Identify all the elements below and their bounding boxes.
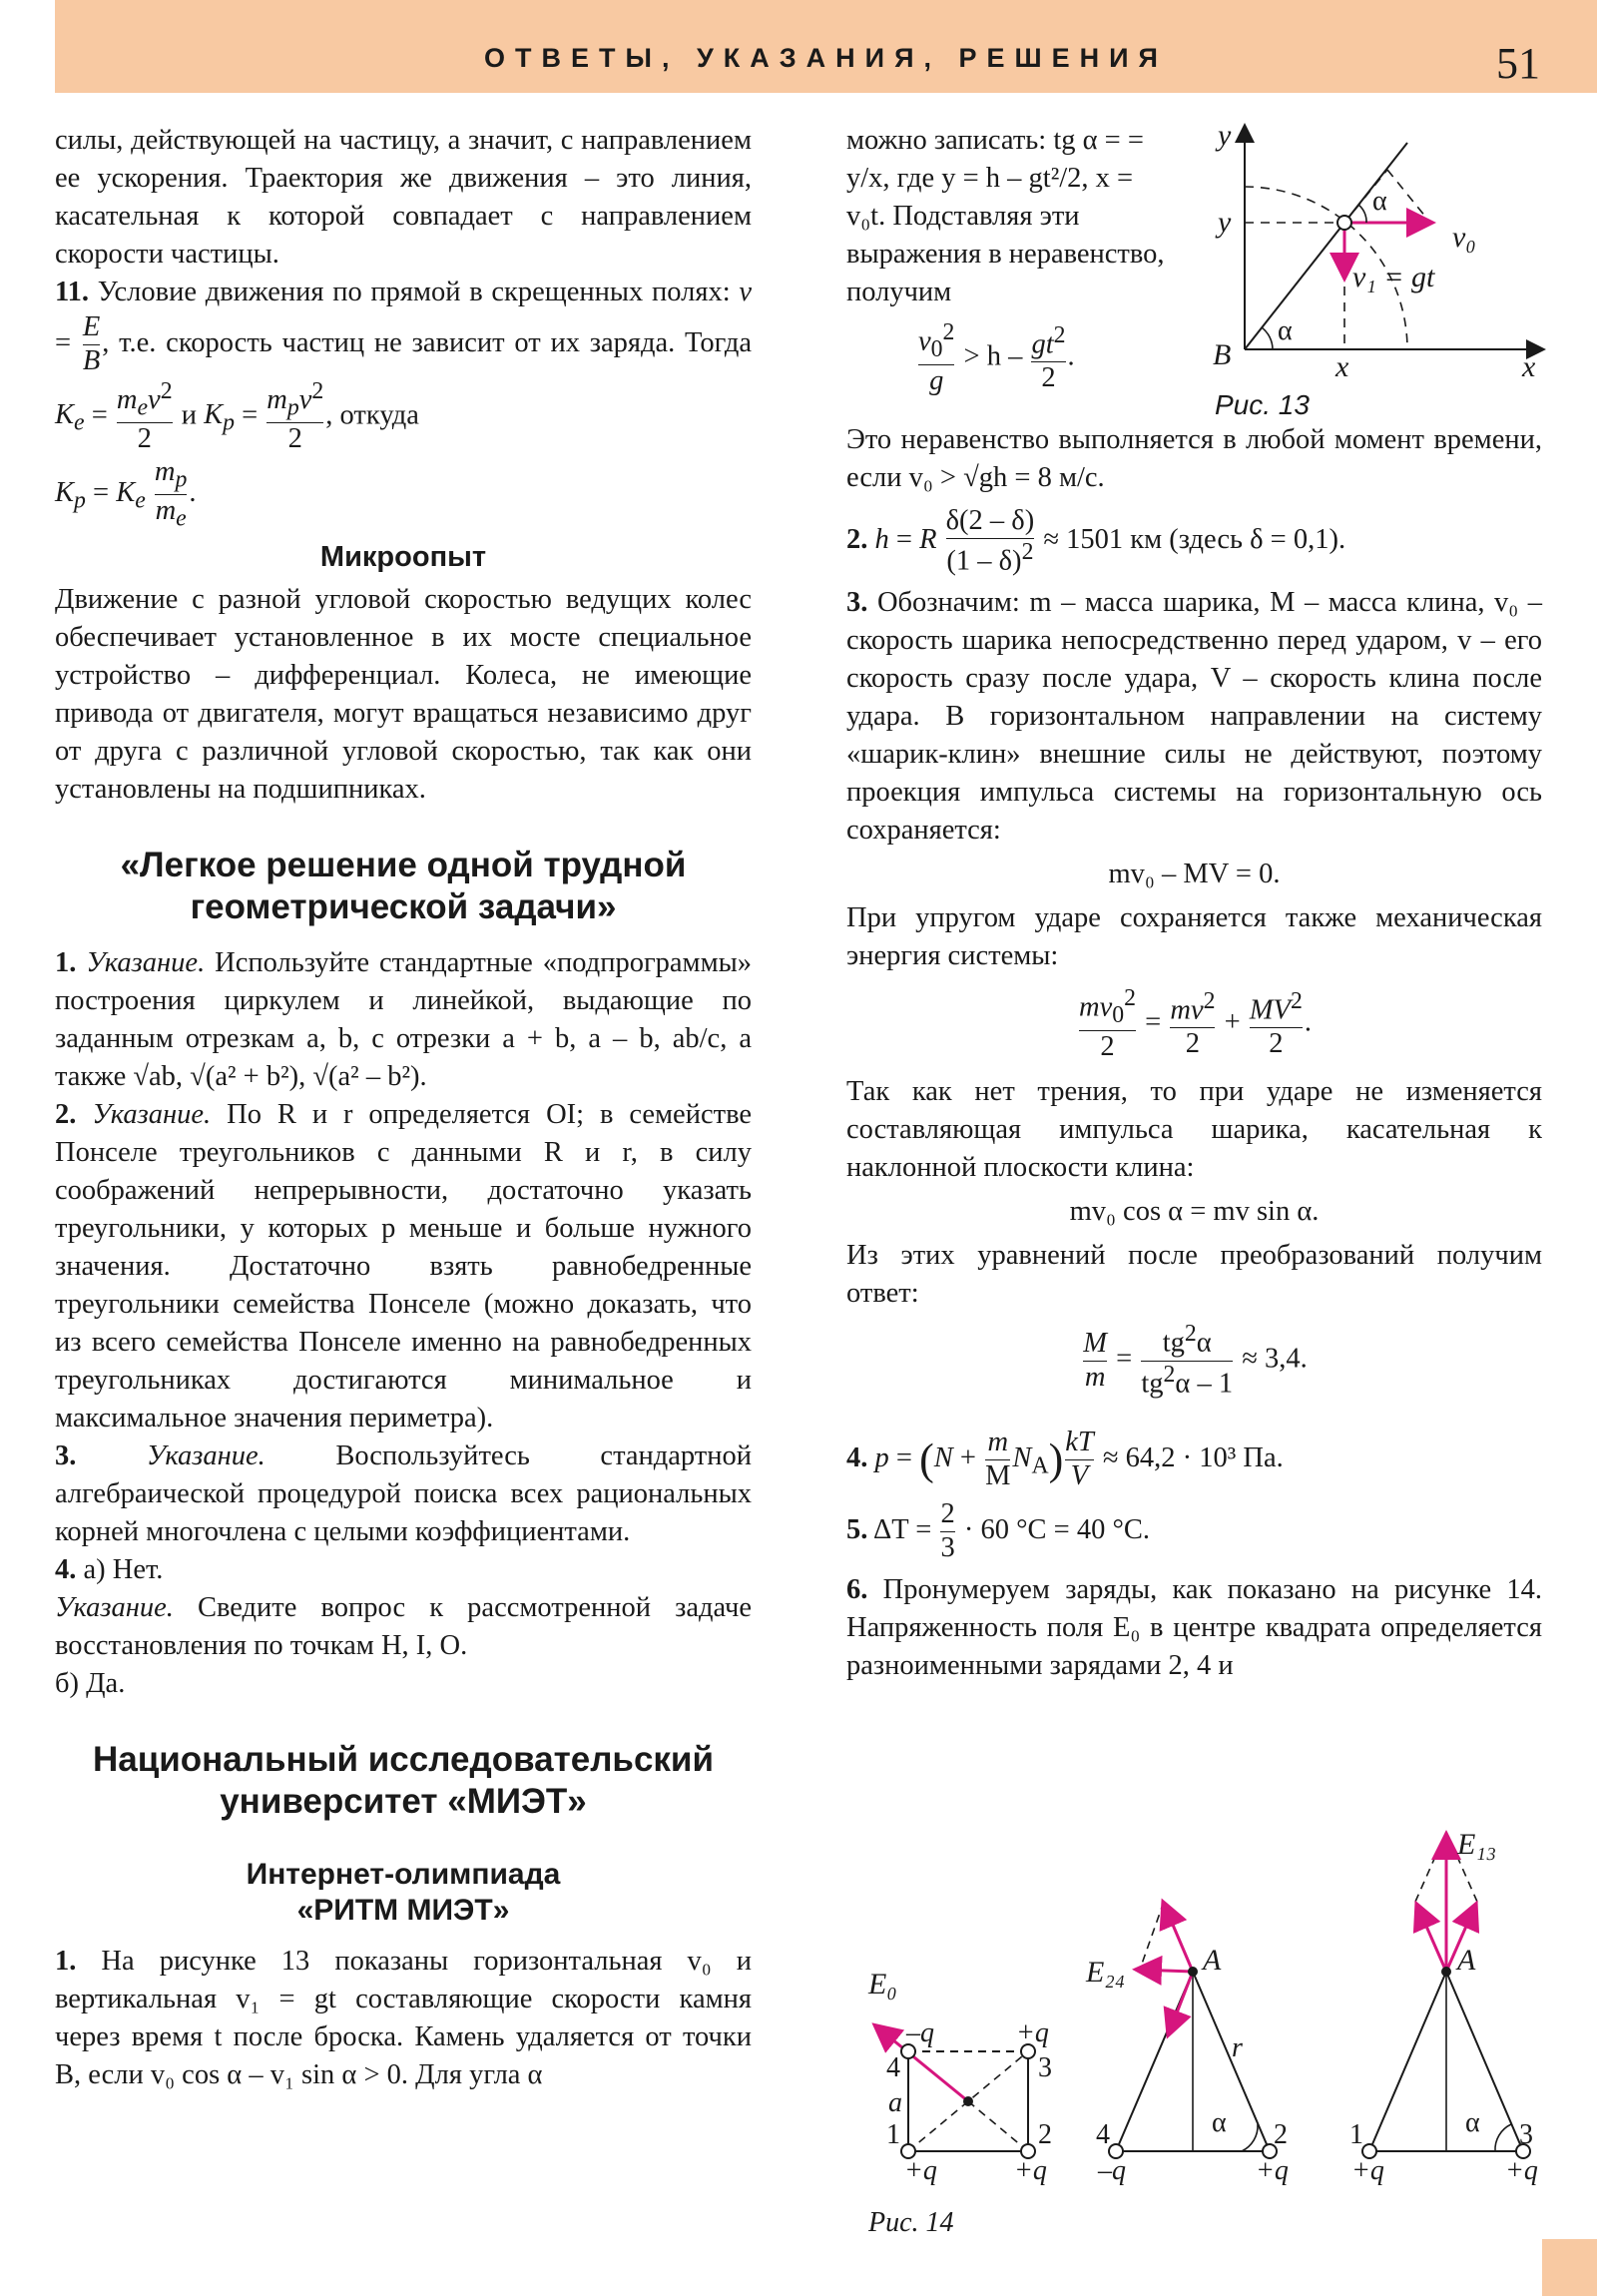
right-column xyxy=(846,421,1542,1685)
problem-11: 11. Условие движения по прямой в скрещенных полях: v = $\frac{E}{B}$ , т.е. скорость частиц не зависит от их заряда. Тогда $K_e$ = $\frac{m_ev^2}{2}$ и $K_p$ = $\frac{m_pv^2}{2}$ , откуда $K_p = K_e$ $\frac{m_p}{m_e}$ . xyxy=(55,277,752,532)
problem-text: Условие движения по прямой в скрещенных полях: xyxy=(97,277,731,307)
label-E13: E₁₃ xyxy=(1457,1828,1497,1861)
charge-label: –q xyxy=(906,2017,934,2048)
paragraph: Так как нет трения, то при ударе не изменяется составляющая импульса шарика, касательная к наклонной плоскости клина: xyxy=(846,1076,1542,1184)
label-x: x xyxy=(1335,350,1349,383)
problem-text: и xyxy=(181,399,197,431)
paragraph: Движение с разной угловой скоростью ведущих колес обеспечивает установленное в их мосте специальное устройство – дифференциал. Колеса, не имеющие привода от двигателя, могут вращаться независимо друг от друга с различной угловой скоростью, так как они установлены на подшипниках. xyxy=(55,583,752,805)
equation-answer: $\frac{M}{m}$ = $\frac{tg^2\alpha}{tg^2\alpha - 1}$ ≈ 3,4. xyxy=(1083,1321,1308,1400)
charge-number: 2 xyxy=(1038,2119,1052,2150)
charge-label: +q xyxy=(1014,2155,1047,2186)
paragraph: Из этих уравнений после преобразований получим ответ: xyxy=(846,1240,1542,1310)
problem-text: , т.е. скорость частиц не зависит от их заряда. Тогда xyxy=(102,326,752,358)
page-header xyxy=(55,0,1597,93)
answer-2: 2. h = R $\frac{\delta(2 - \delta)}{(1 - \delta)^2}$ ≈ 1501 км (здесь δ = 0,1). xyxy=(846,505,1346,577)
label-alpha: α xyxy=(1465,2107,1480,2138)
label-y: y xyxy=(1218,206,1232,239)
axis-label-x: x xyxy=(1522,350,1536,383)
charge-label: +q xyxy=(1505,2155,1538,2186)
label-B: B xyxy=(1213,338,1232,371)
charge-number: 4 xyxy=(1096,2119,1110,2150)
answer-4: 4. а) Нет. xyxy=(55,1553,164,1585)
figure-14 xyxy=(846,1822,1545,2241)
label-v0: v₀ xyxy=(1452,221,1476,254)
subheading-microexperiment: Микроопыт xyxy=(319,540,487,573)
charge-label: +q xyxy=(1351,2155,1384,2186)
charge-number: 3 xyxy=(1519,2119,1533,2150)
running-head: ОТВЕТЫ, УКАЗАНИЯ, РЕШЕНИЯ xyxy=(484,43,1168,73)
section-heading: «Легкое решение одной трудной геометрической задачи» xyxy=(120,845,687,926)
answer-6: 6. Пронумеруем заряды, как показано на рисунке 14. Напряженность поля E₀ в центре квадрата определяется разноименными зарядами 2, 4 и xyxy=(846,1573,1542,1681)
charge-label: +q xyxy=(904,2155,937,2186)
charge-label: +q xyxy=(1256,2155,1289,2186)
axis-label-y: y xyxy=(1218,119,1232,152)
charge-number: 3 xyxy=(1038,2052,1052,2083)
answer-miet-1: 1. На рисунке 13 показаны горизонтальная v₀ и вертикальная v₁ = gt составляющие скорости камня через время t после броска. Камень удаляется от точки B, если v₀ cos α – v₁ sin α > 0. Для угла α xyxy=(55,1945,753,2090)
charge-number: 1 xyxy=(1349,2119,1363,2150)
label-alpha: α xyxy=(1372,186,1387,217)
charge-number: 4 xyxy=(886,2052,900,2083)
corner-tab xyxy=(1542,2239,1597,2296)
inequality: $\frac{v_0^2}{g}$ > h – $\frac{gt^2}{2}$ . xyxy=(918,319,1075,396)
problem-text: , откуда xyxy=(325,399,419,431)
figure-13 xyxy=(1193,115,1557,434)
equation: mv₀ – MV = 0. xyxy=(1108,859,1281,890)
subsection-heading: Интернет-олимпиада «РИТМ МИЭТ» xyxy=(246,1857,561,1927)
label-v1: v₁ = gt xyxy=(1352,261,1435,293)
label-A: A xyxy=(1457,1944,1476,1977)
answer-3: 3. Обозначим: m – масса шарика, M – масса клина, v₀ – скорость шарика непосредственно перед ударом, v – его скорость сразу после удара, V – скорость клина после удара. В горизонтальном направлении на систему «шарик-клин» внешние силы не действуют, поэтому проекция импульса системы на горизонтальную ось сохраняется: xyxy=(846,587,1543,847)
charge-label: –q xyxy=(1098,2155,1126,2186)
charge-number: 2 xyxy=(1274,2119,1288,2150)
charge-number: 1 xyxy=(886,2119,900,2150)
figure-caption: Рис. 14 xyxy=(868,2207,954,2238)
page-number: 51 xyxy=(1496,39,1540,88)
label-r: r xyxy=(1232,2032,1243,2063)
section-heading: Национальный исследовательский университет «МИЭТ» xyxy=(93,1739,714,1821)
answer-4b: б) Да. xyxy=(55,1667,126,1699)
equation-energy: $\frac{mv_0^2}{2}$ = $\frac{mv^2}{2}$ + $\frac{MV^2}{2}$ . xyxy=(1079,985,1312,1062)
label-alpha: α xyxy=(1278,315,1293,346)
answer-4: 4. p = (N + $\frac{m}{M}$ $N_A$) $\frac{kT}{V}$ ≈ 64,2 · 10³ Па. xyxy=(846,1426,1284,1491)
paragraph: можно записать: tg α = = y/x, где y = h – gt²/2, x = v₀t. Подставляя эти выражения в неравенство, получим xyxy=(846,125,1165,307)
label-A: A xyxy=(1203,1944,1222,1977)
answer-1: 1. Указание. Используйте стандартные «подпрограммы» построения циркулем и линейкой, выдающие по заданным отрезкам a, b, c отрезки a + b, a – b, ab/c, а также √ab, √(a² + b²), √(a² – b²). xyxy=(55,946,753,1092)
equation: mv₀ cos α = mv sin α. xyxy=(1069,1196,1320,1228)
charge-label: +q xyxy=(1016,2017,1049,2048)
figure-caption: Рис. 13 xyxy=(1215,389,1310,420)
answer-5: 5. ΔT = $\frac{2}{3}$ · 60 °C = 40 °C. xyxy=(846,1498,1150,1564)
paragraph: При упругом ударе сохраняется также механическая энергия системы: xyxy=(846,902,1542,972)
label-E24: E₂₄ xyxy=(1086,1956,1126,1989)
answer-4-hint: Указание. Сведите вопрос к рассмотренной задаче восстановления по точкам H, I, O. xyxy=(55,1591,753,1661)
paragraph: Это неравенство выполняется в любой момент времени, если v₀ > √gh = 8 м/с. xyxy=(846,424,1542,493)
label-E0: E₀ xyxy=(868,1968,897,2001)
answer-3: 3. Указание. Воспользуйтесь стандартной алгебраической процедурой поиска всех рациональных корней многочлена с целыми коэффициентами. xyxy=(55,1439,753,1547)
label-alpha: α xyxy=(1212,2107,1227,2138)
paragraph: силы, действующей на частицу, а значит, с направлением ее ускорения. Траектория же движения – это линия, касательная к которой совпадает с направлением скорости частицы. xyxy=(55,125,752,270)
side-label: a xyxy=(888,2087,902,2118)
right-column-top xyxy=(846,122,1176,397)
problem-number: 11. xyxy=(55,277,90,307)
left-column xyxy=(55,122,752,2094)
answer-2: 2. Указание. По R и r определяется OI; в семействе Понселе треугольников с данными R и r, в силу соображений непрерывности, достаточно указать треугольники, у которых p меньше и больше нужного значения. Достаточно взять равнобедренные треугольники семейства Понселе (можно доказать, что из всего семейства Понселе именно на равнобедренных треугольниках достигаются минимальное и максимальное значения периметра). xyxy=(55,1098,753,1434)
